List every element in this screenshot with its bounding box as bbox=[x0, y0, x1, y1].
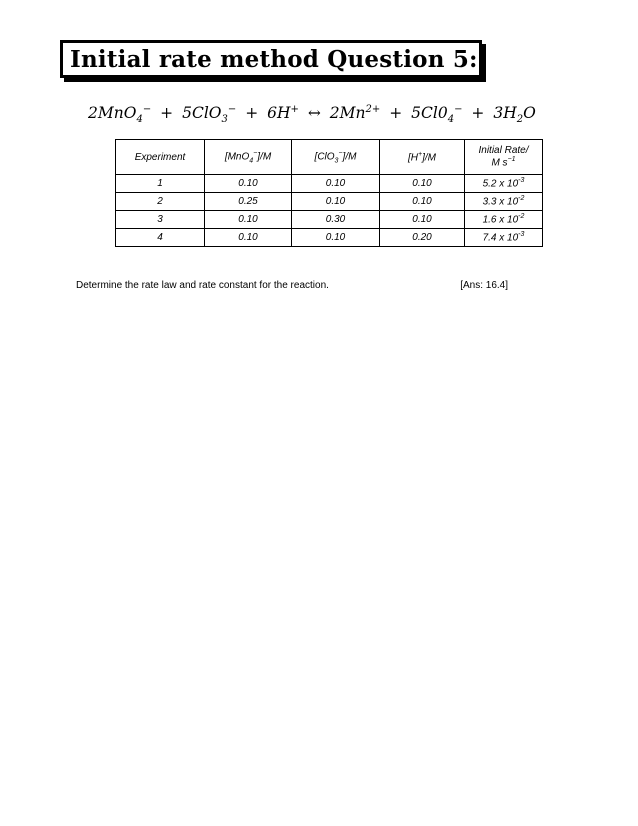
header-experiment: Experiment bbox=[116, 140, 205, 175]
cell-clo3: 0.30 bbox=[292, 211, 380, 229]
table-header-row bbox=[116, 140, 543, 175]
cell-experiment: 1 bbox=[116, 175, 205, 193]
cell-h: 0.10 bbox=[380, 193, 465, 211]
cell-h: 0.10 bbox=[380, 175, 465, 193]
reactant-hydrogen-ion: 6H+ bbox=[267, 104, 299, 123]
question-text: Determine the rate law and rate constant for the reaction. bbox=[76, 280, 329, 291]
plus-sign: + bbox=[471, 104, 485, 123]
cell-mno4: 0.10 bbox=[205, 229, 292, 247]
header-mno4: [MnO$_4$−]/M bbox=[205, 140, 292, 175]
header-initial-rate: Initial Rate/ M $s^{-1}$ bbox=[465, 140, 543, 175]
cell-rate: 7.4 x $10^{-3}$ bbox=[465, 229, 543, 247]
reactant-chlorate: 5ClO$_3$− bbox=[182, 104, 237, 126]
cell-h: 0.10 bbox=[380, 211, 465, 229]
product-water: $3H_2O$ bbox=[493, 104, 536, 126]
cell-clo3: 0.10 bbox=[292, 193, 380, 211]
product-manganese-ion: $2Mn^{2+}$ bbox=[329, 104, 381, 123]
table-row bbox=[116, 175, 543, 193]
cell-clo3: 0.10 bbox=[292, 229, 380, 247]
plus-sign: + bbox=[160, 104, 174, 123]
cell-experiment: 2 bbox=[116, 193, 205, 211]
cell-clo3: 0.10 bbox=[292, 175, 380, 193]
question-line bbox=[76, 280, 508, 291]
header-h: [H+]/M bbox=[380, 140, 465, 175]
cell-mno4: 0.25 bbox=[205, 193, 292, 211]
plus-sign: + bbox=[245, 104, 259, 123]
reaction-equation bbox=[88, 104, 558, 125]
table-row bbox=[116, 211, 543, 229]
rate-data-table bbox=[115, 139, 543, 247]
cell-experiment: 3 bbox=[116, 211, 205, 229]
header-clo3: [ClO$_3$−]/M bbox=[292, 140, 380, 175]
table-row bbox=[116, 193, 543, 211]
cell-mno4: 0.10 bbox=[205, 211, 292, 229]
cell-h: 0.20 bbox=[380, 229, 465, 247]
product-perchlorate: $5Cl0_4^-$ bbox=[411, 104, 463, 126]
answer-text: [Ans: 16.4] bbox=[460, 280, 508, 291]
plus-sign: + bbox=[389, 104, 403, 123]
table-row bbox=[116, 229, 543, 247]
cell-rate: 1.6 x $10^{-2}$ bbox=[465, 211, 543, 229]
cell-rate: 5.2 x $10^{-3}$ bbox=[465, 175, 543, 193]
equilibrium-arrow: ↔ bbox=[307, 104, 321, 123]
cell-rate: 3.3 x $10^{-2}$ bbox=[465, 193, 543, 211]
page-title: Initial rate method Question 5: bbox=[70, 46, 478, 73]
title-box bbox=[60, 40, 482, 78]
cell-experiment: 4 bbox=[116, 229, 205, 247]
cell-mno4: 0.10 bbox=[205, 175, 292, 193]
reactant-permanganate: 2MnO$_4$− bbox=[88, 104, 152, 126]
